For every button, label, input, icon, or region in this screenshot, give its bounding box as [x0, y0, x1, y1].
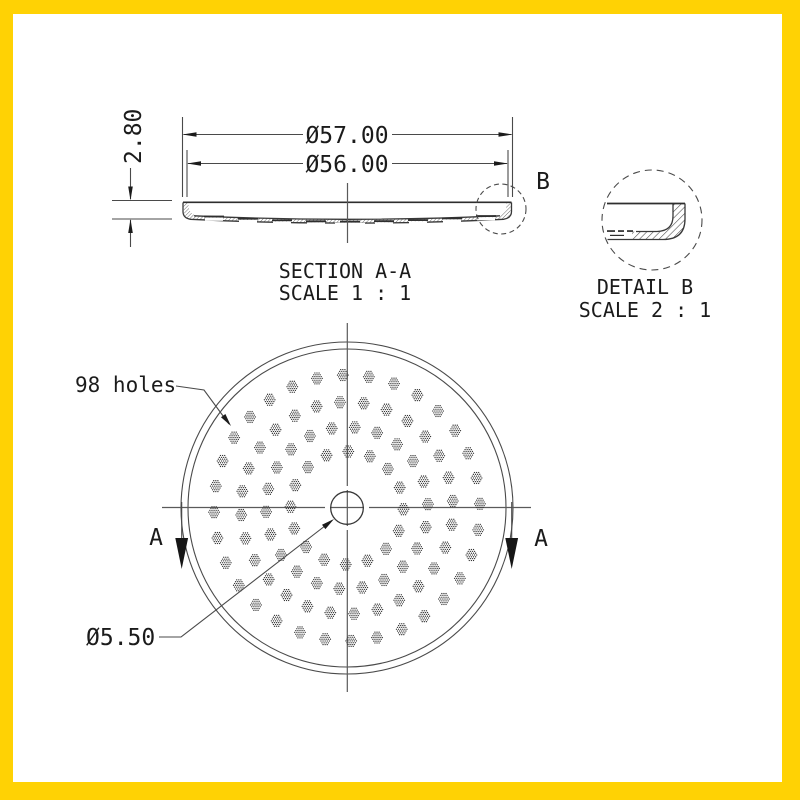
dim-arrow-right [499, 132, 513, 137]
section-arrow-right-label: A [534, 526, 548, 552]
hole-cluster [394, 481, 406, 493]
hole-cluster [326, 422, 338, 434]
hole-cluster [449, 425, 461, 437]
dimension-inner-diameter [187, 152, 508, 178]
hole-cluster [210, 480, 222, 492]
holes-leader-line [176, 386, 229, 424]
hole-cluster [220, 557, 232, 569]
hole-cluster [402, 415, 414, 427]
hole-cluster [342, 445, 354, 457]
hole-cluster [393, 594, 405, 606]
hole-cluster [472, 524, 484, 536]
dim-text-inner-diameter: Ø56.00 [305, 152, 389, 178]
section-cut-arrow-left [149, 502, 188, 569]
hole-cluster [349, 421, 361, 433]
hole-cluster [250, 599, 262, 611]
detail-title: DETAIL B [596, 275, 694, 299]
detail-outline-inner [636, 204, 673, 232]
hole-cluster [217, 455, 229, 467]
hole-cluster [265, 528, 277, 540]
dimension-thickness [112, 109, 172, 247]
hole-cluster [348, 608, 360, 620]
dim-arrow-down [128, 187, 133, 201]
hole-cluster [263, 573, 275, 585]
center-hole-dim-label: Ø5.50 [86, 625, 156, 651]
hole-cluster [324, 607, 336, 619]
dim-arrow-up [128, 219, 133, 233]
hole-cluster [356, 581, 368, 593]
hole-cluster [262, 483, 274, 495]
hole-cluster [286, 381, 298, 393]
detail-hole-dashes [607, 230, 633, 236]
hole-cluster [334, 396, 346, 408]
hole-cluster [236, 485, 248, 497]
plan-view [75, 323, 548, 692]
hole-cluster [382, 463, 394, 475]
hole-cluster [363, 371, 375, 383]
hole-cluster [311, 400, 323, 412]
hole-cluster [249, 554, 261, 566]
hole-cluster [454, 572, 466, 584]
detail-indicator-label: B [536, 169, 550, 195]
hole-cluster [362, 555, 374, 567]
hole-cluster [289, 479, 301, 491]
hole-cluster [418, 475, 430, 487]
hole-cluster [294, 626, 306, 638]
hole-cluster [244, 411, 256, 423]
hole-cluster [371, 427, 383, 439]
hole-cluster [422, 498, 434, 510]
hole-cluster [433, 450, 445, 462]
hole-cluster [311, 372, 323, 384]
hole-cluster [304, 430, 316, 442]
hole-cluster [380, 543, 392, 555]
hole-cluster [364, 450, 376, 462]
section-scale: SCALE 1 : 1 [278, 281, 412, 305]
hole-cluster [471, 472, 483, 484]
hole-cluster [288, 522, 300, 534]
hole-cluster [311, 577, 323, 589]
detail-boundary-circle [602, 170, 702, 270]
dim-arrow-right [494, 161, 508, 166]
hole-cluster [358, 397, 370, 409]
hole-cluster [466, 549, 478, 561]
section-cut-arrow-right [505, 502, 548, 569]
center-hole-leader-line [159, 521, 332, 638]
hole-cluster [371, 603, 383, 615]
hole-cluster [407, 455, 419, 467]
hole-cluster [281, 589, 293, 601]
hole-cluster [235, 509, 247, 521]
hole-cluster [371, 631, 383, 643]
hole-cluster [264, 394, 276, 406]
hole-cluster [291, 566, 303, 578]
hole-cluster [228, 432, 240, 444]
hole-cluster [411, 389, 423, 401]
hole-cluster [270, 424, 282, 436]
hole-cluster [413, 580, 425, 592]
hole-cluster [446, 519, 458, 531]
hole-cluster [289, 410, 301, 422]
hole-cluster [300, 541, 312, 553]
dim-text-thickness: 2.80 [121, 108, 147, 164]
section-arrow-left-head [175, 538, 188, 569]
dim-arrow-left [183, 132, 197, 137]
hole-cluster [418, 610, 430, 622]
hole-cluster [240, 532, 252, 544]
hole-cluster [428, 562, 440, 574]
detail-wall-hatch [632, 204, 685, 240]
detail-scale: SCALE 2 : 1 [578, 298, 712, 322]
hole-cluster [396, 623, 408, 635]
hole-cluster [340, 558, 352, 570]
hole-cluster [302, 461, 314, 473]
hole-cluster [393, 525, 405, 537]
hole-cluster [438, 593, 450, 605]
holes-count-label: 98 holes [75, 373, 177, 397]
hole-cluster [391, 438, 403, 450]
hole-cluster [285, 501, 297, 513]
hole-cluster [419, 430, 431, 442]
center-hole-leader-arrow [322, 519, 334, 529]
hole-cluster [439, 541, 451, 553]
hole-cluster [388, 377, 400, 389]
hole-cluster [254, 441, 266, 453]
center-hole-annotation [86, 519, 334, 651]
hole-cluster [462, 447, 474, 459]
hole-cluster [333, 583, 345, 595]
hole-cluster [212, 532, 224, 544]
hole-cluster [398, 503, 410, 515]
dim-text-outer-diameter: Ø57.00 [305, 123, 389, 149]
hole-cluster [271, 615, 283, 627]
hole-cluster [432, 405, 444, 417]
hole-cluster [447, 495, 459, 507]
hole-cluster [420, 521, 432, 533]
hole-cluster [411, 542, 423, 554]
hole-cluster [318, 554, 330, 566]
hole-cluster [302, 600, 314, 612]
disc-section-profile [183, 183, 512, 243]
hole-cluster [381, 404, 393, 416]
section-arrow-right-head [505, 538, 518, 569]
hole-cluster [271, 461, 283, 473]
hole-cluster [285, 443, 297, 455]
detail-view [579, 170, 711, 322]
detail-indicator-circle [476, 184, 526, 234]
hole-cluster [443, 472, 455, 484]
hole-cluster [319, 633, 331, 645]
dim-arrow-left [187, 161, 201, 166]
hole-cluster [243, 462, 255, 474]
section-view [112, 109, 550, 305]
section-arrow-left-label: A [149, 525, 163, 551]
hole-cluster [321, 449, 333, 461]
hole-cluster [378, 574, 390, 586]
section-title: SECTION A-A [278, 259, 412, 283]
dimension-outer-diameter [183, 123, 513, 149]
hole-cluster [397, 561, 409, 573]
